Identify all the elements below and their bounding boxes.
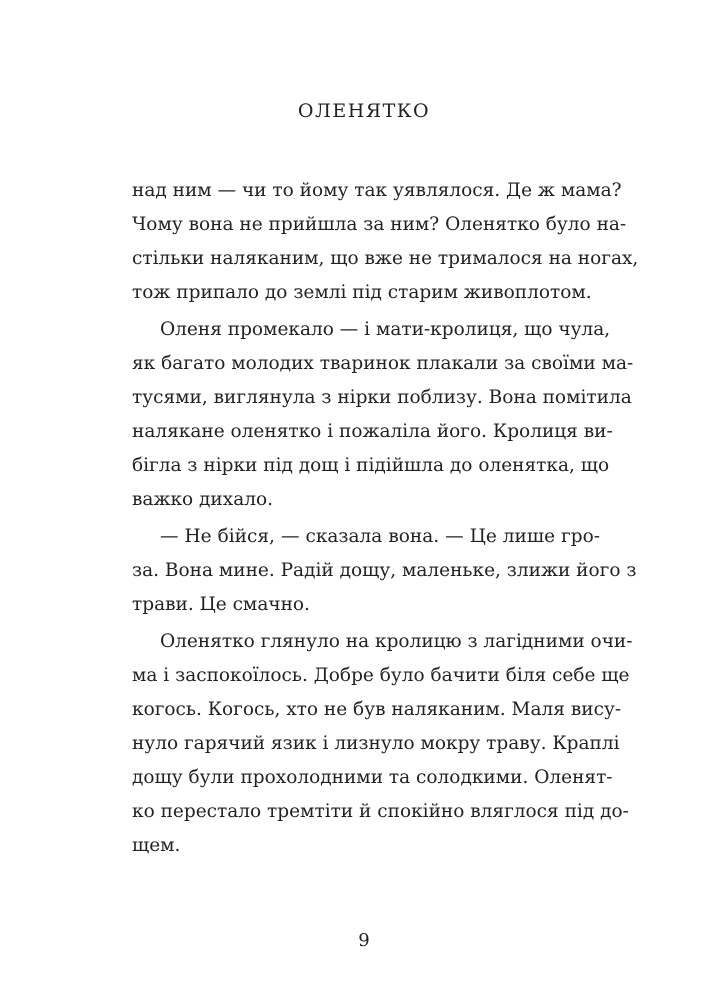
text-line: за. Вона мине. Радій дощу, маленьке, злижи його з xyxy=(132,560,637,581)
text-line: над ним — чи то йому так уявлялося. Де ж мама? xyxy=(132,180,622,201)
text-line: як багато молодих тваринок плакали за своїми ма- xyxy=(132,353,634,374)
text-line: ма і заспокоїлось. Добре було бачити біля себе ще xyxy=(132,665,630,686)
page-number: 9 xyxy=(358,930,370,951)
text-line: тож припало до землі під старим живоплотом. xyxy=(132,282,592,303)
text-line: бігла з нірки під дощ і підійшла до оленятка, що xyxy=(132,455,610,476)
text-line: тусями, виглянула з нірки поблизу. Вона помітила xyxy=(132,387,632,408)
text-line: налякане оленятко і пожаліла його. Кролиця ви- xyxy=(132,421,613,442)
text-line: Оленятко глянуло на кролицю з лагідними очи- xyxy=(160,631,633,652)
text-line: важко дихало. xyxy=(132,489,273,510)
paragraph xyxy=(132,520,637,622)
body-text xyxy=(132,174,639,863)
paragraph xyxy=(132,625,633,863)
text-line: трави. Це смачно. xyxy=(132,594,310,615)
text-line: Оленя промекало — і мати-кролиця, що чула, xyxy=(160,319,611,340)
running-header-title: ОЛЕНЯТКО xyxy=(297,100,431,122)
text-line: — Не бійся, — сказала вона. — Це лише гро- xyxy=(160,526,600,547)
text-line: ко перестало тремтіти й спокійно вляглося під до- xyxy=(132,801,629,822)
paragraph xyxy=(132,174,639,310)
text-line: стільки наляканим, що вже не трималося на ногах, xyxy=(132,248,639,269)
text-line: дощу були прохолодними та солодкими. Оленят- xyxy=(132,767,613,788)
text-line: Чому вона не прийшла за ним? Оленятко було на- xyxy=(132,214,627,235)
text-line: щем. xyxy=(132,835,181,856)
text-line: когось. Когось, хто не був наляканим. Маля вису- xyxy=(132,699,622,720)
text-line: нуло гарячий язик і лизнуло мокру траву. Краплі xyxy=(132,733,620,754)
paragraph xyxy=(132,313,634,517)
